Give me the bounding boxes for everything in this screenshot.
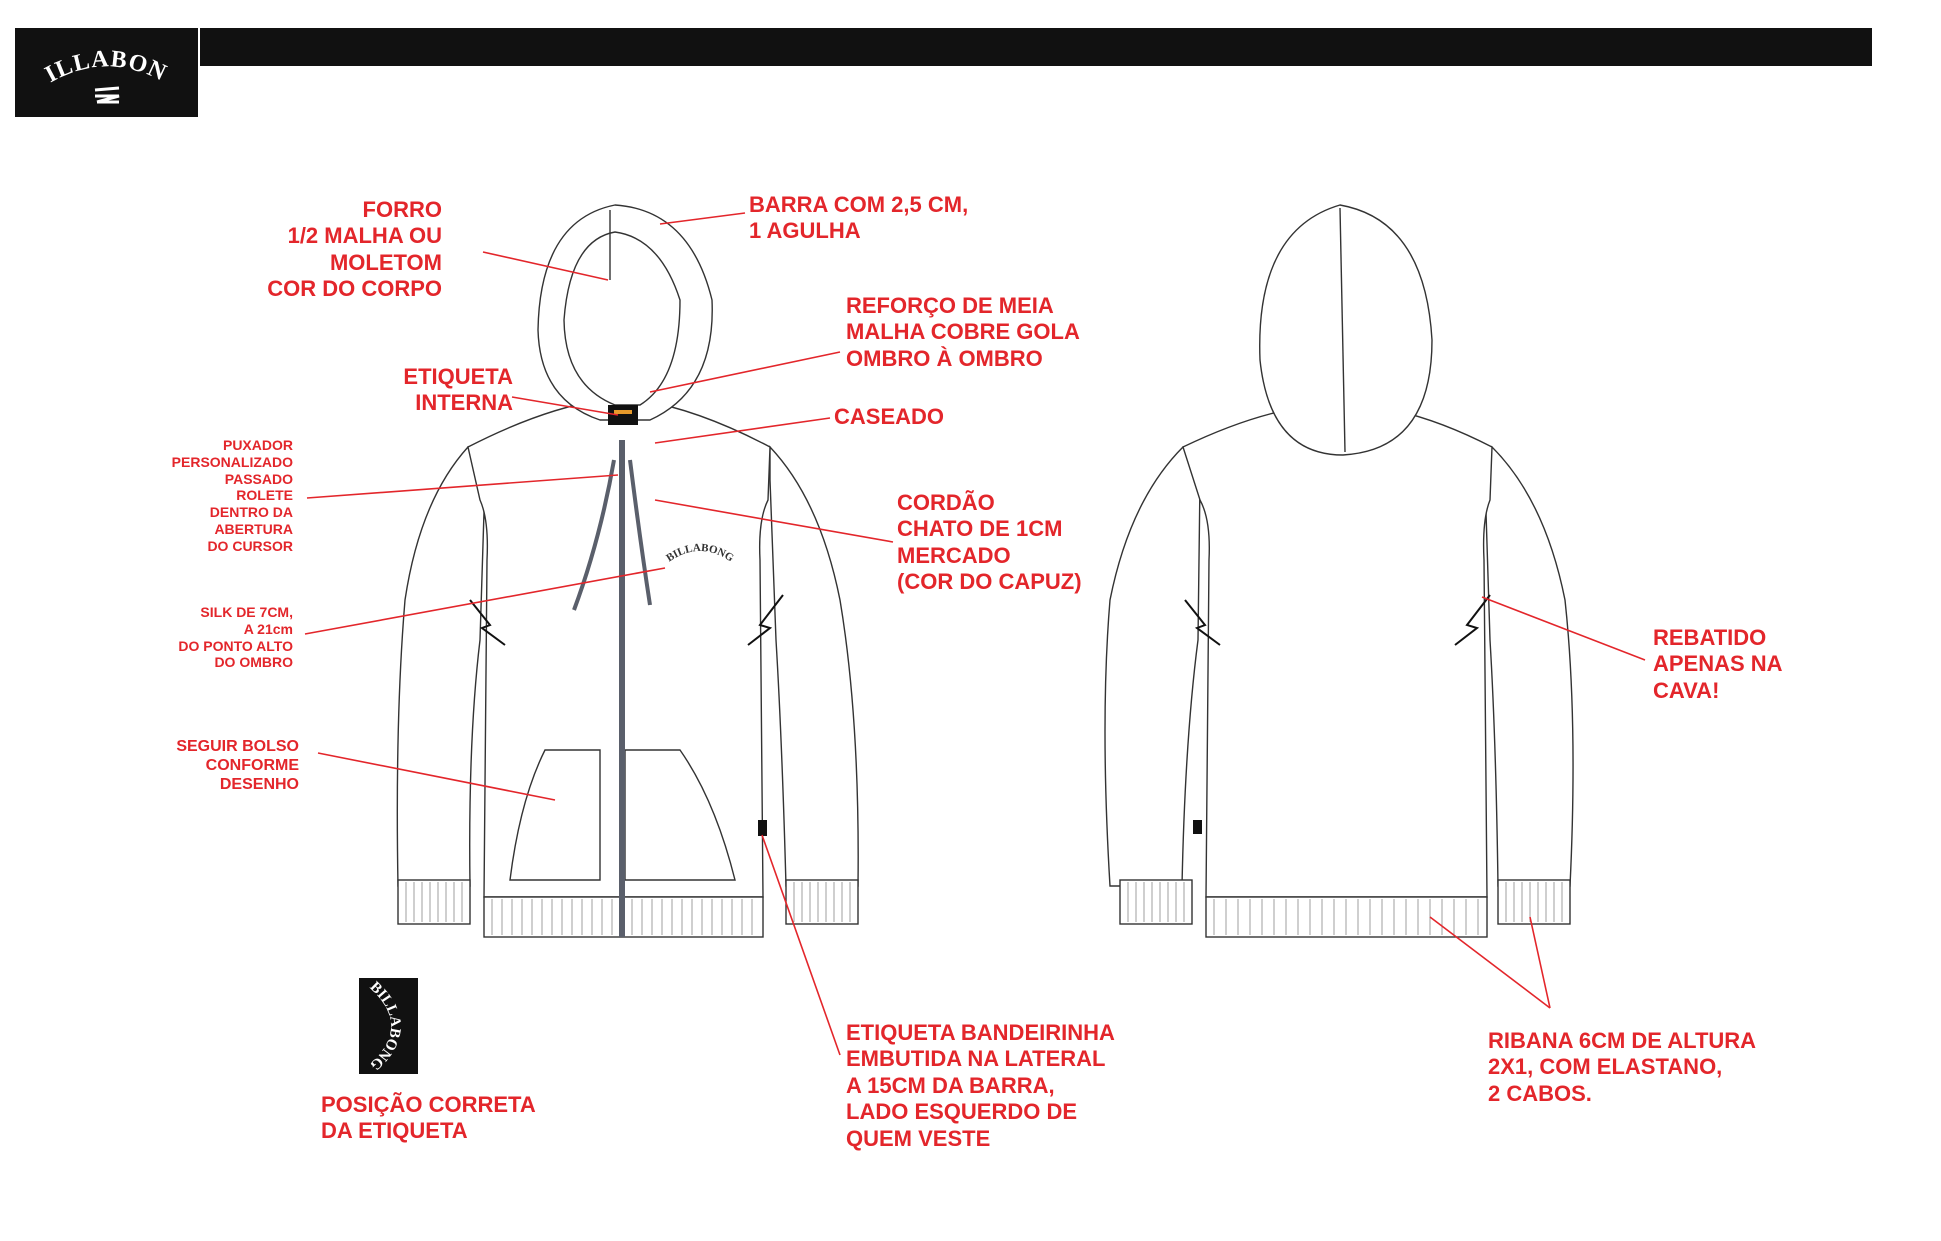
back-right-cuff bbox=[1498, 880, 1570, 924]
annotation-forro: FORRO 1/2 MALHA OU MOLETOM COR DO CORPO bbox=[267, 197, 442, 302]
annotation-cordao: CORDÃO CHATO DE 1CM MERCADO (COR DO CAPUZ) bbox=[897, 490, 1082, 595]
back-hood bbox=[1260, 205, 1432, 455]
hoodie-back-view bbox=[1105, 205, 1573, 937]
annotation-reforco: REFORÇO DE MEIA MALHA COBRE GOLA OMBRO À OMBRO bbox=[846, 293, 1080, 371]
hoodie-front-view bbox=[397, 205, 858, 937]
annotation-bolso: SEGUIR BOLSO CONFORME DESENHO bbox=[176, 738, 299, 794]
back-left-sleeve bbox=[1105, 447, 1200, 886]
annotation-caseado: CASEADO bbox=[834, 404, 945, 429]
back-right-sleeve bbox=[1485, 447, 1573, 886]
annotation-ribana: RIBANA 6CM DE ALTURA 2X1, COM ELASTANO, 2 CABOS. bbox=[1488, 1028, 1757, 1106]
annotation-puxador: PUXADOR PERSONALIZADO PASSADO ROLETE DENTRO DA ABERTURA DO CURSOR bbox=[171, 437, 293, 554]
annotation-barra: BARRA COM 2,5 CM, 1 AGULHA bbox=[749, 192, 969, 244]
front-left-cuff bbox=[398, 880, 470, 924]
label-position-sample bbox=[359, 978, 418, 1074]
annotation-etiqueta-interna: ETIQUETA INTERNA bbox=[403, 364, 513, 416]
annotation-bandeirinha: ETIQUETA BANDEIRINHA EMBUTIDA NA LATERAL A 15CM DA BARRA, LADO ESQUERDO DE QUEM VESTE bbox=[846, 1020, 1115, 1151]
side-flag-label-icon bbox=[758, 820, 767, 836]
front-left-sleeve bbox=[397, 447, 485, 886]
annotation-silk: SILK DE 7CM, A 21cm DO PONTO ALTO DO OMBRO bbox=[178, 604, 293, 671]
annotation-posicao: POSIÇÃO CORRETA DA ETIQUETA bbox=[321, 1092, 536, 1144]
svg-text:BILLABONG: BILLABONG bbox=[664, 541, 736, 565]
front-right-sleeve bbox=[770, 447, 858, 886]
back-body bbox=[1183, 405, 1492, 897]
svg-text:BILLABONG: ILLABON bbox=[40, 46, 171, 89]
back-flag-label-icon bbox=[1193, 820, 1202, 834]
svg-text:BILLABONG: BILLABONG bbox=[366, 978, 404, 1074]
back-left-cuff bbox=[1120, 880, 1192, 924]
front-right-cuff bbox=[786, 880, 858, 924]
back-waistband bbox=[1206, 897, 1487, 937]
inner-label-icon bbox=[608, 405, 638, 425]
annotation-rebatido: REBATIDO APENAS NA CAVA! bbox=[1653, 625, 1783, 703]
